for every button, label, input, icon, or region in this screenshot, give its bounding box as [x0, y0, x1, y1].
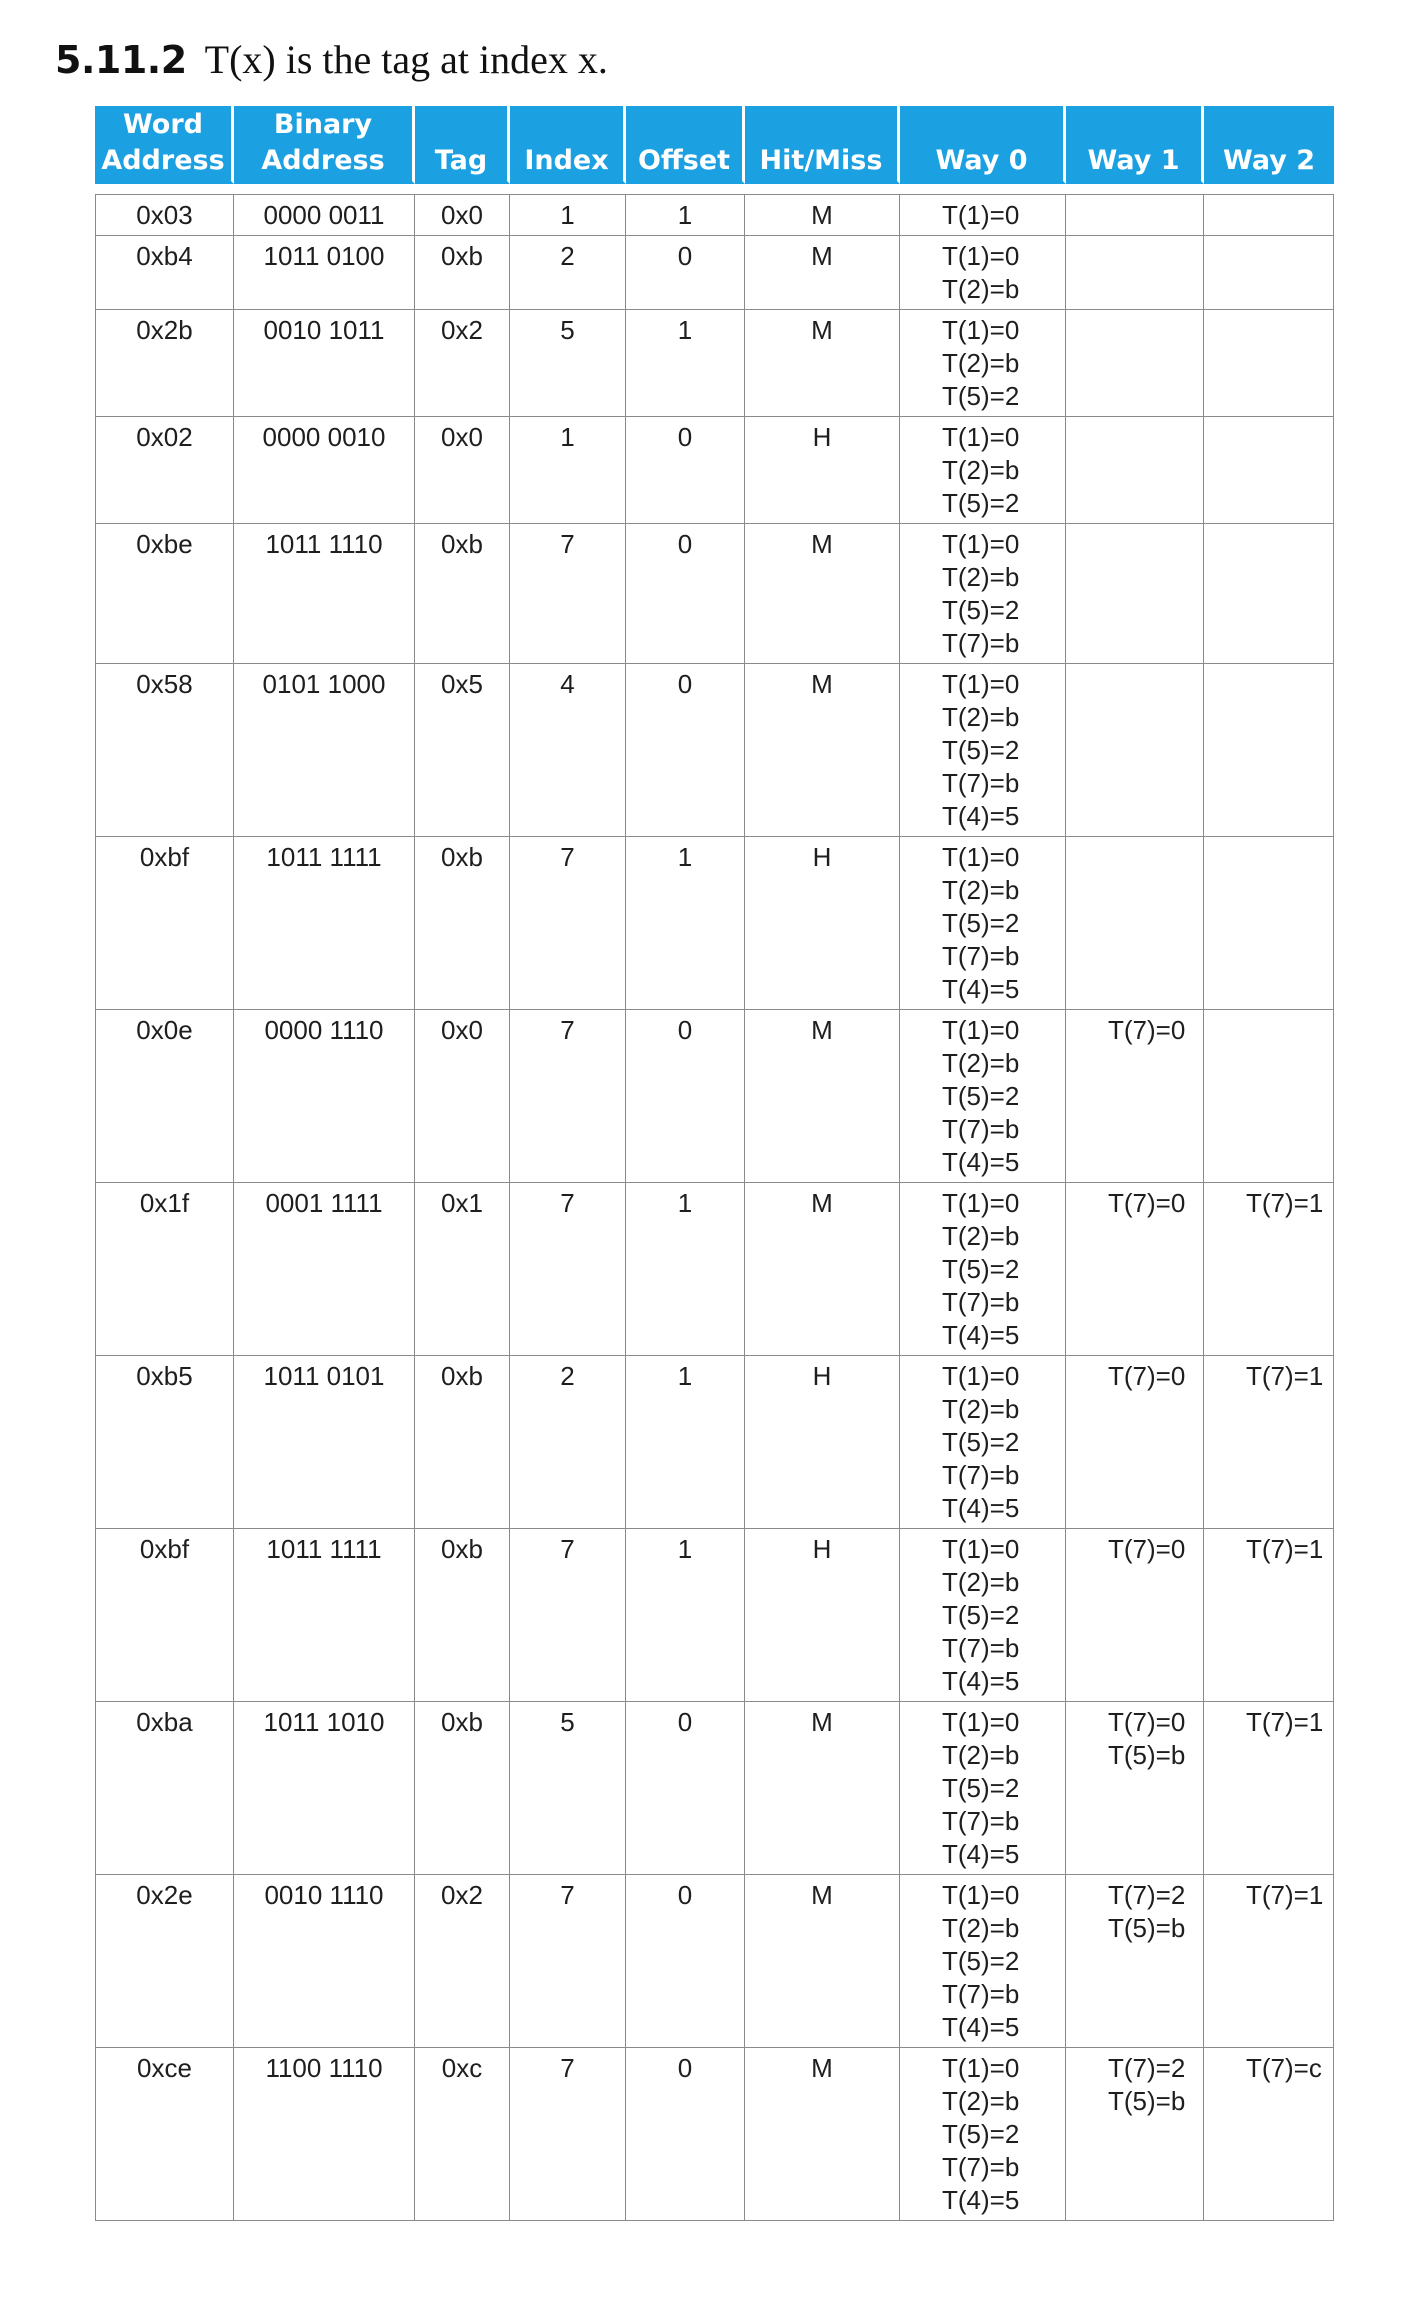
header-label-line: Index	[524, 145, 609, 176]
tag-entry: T(1)=0	[942, 1534, 1020, 1564]
index-cell: 1	[510, 417, 626, 524]
tag-entry: T(5)=2	[942, 1081, 1020, 1111]
hit-miss-cell: M	[745, 1702, 900, 1875]
table-header	[95, 106, 1334, 194]
offset-cell: 0	[626, 417, 745, 524]
binary-address-cell: 0000 1110	[234, 1010, 415, 1183]
header-way-1	[1066, 106, 1204, 184]
tag-entry: T(5)=2	[942, 1427, 1020, 1457]
table-row	[95, 837, 1334, 1010]
tag-entry: T(7)=b	[942, 1633, 1020, 1663]
hit-miss-cell: H	[745, 837, 900, 1010]
way-2-cell	[1204, 1702, 1334, 1875]
tag-cell: 0xb	[415, 524, 510, 664]
tag-entry: T(1)=0	[942, 241, 1020, 271]
tag-entry: T(2)=b	[942, 2086, 1020, 2116]
way-0-cell	[900, 837, 1066, 1010]
tag-entry: T(7)=b	[942, 1114, 1020, 1144]
tag-entry: T(2)=b	[942, 1221, 1020, 1251]
section-heading	[55, 30, 608, 90]
index-cell: 4	[510, 664, 626, 837]
word-address-cell: 0xbe	[95, 524, 234, 664]
way-1-cell	[1066, 1010, 1204, 1183]
header-label-line: Hit/Miss	[759, 145, 883, 176]
binary-address-cell: 1011 1111	[234, 837, 415, 1010]
tag-entry: T(1)=0	[942, 669, 1020, 699]
word-address-cell: 0xb4	[95, 236, 234, 310]
section-title: T(x) is the tag at index x.	[204, 37, 608, 82]
tag-entry: T(5)=2	[942, 488, 1020, 518]
word-address-cell: 0xbf	[95, 1529, 234, 1702]
way-1-cell	[1066, 310, 1204, 417]
tag-entry: T(7)=b	[942, 1460, 1020, 1490]
table-row	[95, 236, 1334, 310]
tag-entry: T(7)=1	[1246, 1707, 1324, 1737]
tag-cell: 0x1	[415, 1183, 510, 1356]
tag-entry: T(7)=b	[942, 2152, 1020, 2182]
index-cell: 7	[510, 1875, 626, 2048]
tag-cell: 0x2	[415, 310, 510, 417]
tag-entry: T(2)=b	[942, 1567, 1020, 1597]
binary-address-cell: 1011 1010	[234, 1702, 415, 1875]
table-row	[95, 1356, 1334, 1529]
way-2-cell	[1204, 417, 1334, 524]
tag-entry: T(1)=0	[942, 2053, 1020, 2083]
hit-miss-cell: H	[745, 1529, 900, 1702]
hit-miss-cell: H	[745, 417, 900, 524]
word-address-cell: 0x02	[95, 417, 234, 524]
tag-entry: T(2)=b	[942, 274, 1020, 304]
way-1-cell	[1066, 1702, 1204, 1875]
tag-entry: T(1)=0	[942, 529, 1020, 559]
binary-address-cell: 1100 1110	[234, 2048, 415, 2221]
header-label-line: Offset	[637, 145, 731, 176]
tag-cell: 0x5	[415, 664, 510, 837]
tag-cell: 0xb	[415, 236, 510, 310]
tag-entry: T(2)=b	[942, 702, 1020, 732]
hit-miss-cell: M	[745, 236, 900, 310]
offset-cell: 1	[626, 837, 745, 1010]
tag-entry: T(1)=0	[942, 1880, 1020, 1910]
way-0-cell	[900, 1529, 1066, 1702]
tag-entry: T(4)=5	[942, 1666, 1020, 1696]
index-cell: 1	[510, 194, 626, 236]
way-2-cell	[1204, 1875, 1334, 2048]
header-label-line: Address	[101, 145, 225, 176]
tag-entry: T(4)=5	[942, 801, 1020, 831]
offset-cell: 0	[626, 236, 745, 310]
offset-cell: 1	[626, 310, 745, 417]
binary-address-cell: 0000 0011	[234, 194, 415, 236]
way-0-cell	[900, 310, 1066, 417]
binary-address-cell: 0010 1110	[234, 1875, 415, 2048]
way-0-cell	[900, 524, 1066, 664]
tag-entry: T(4)=5	[942, 1320, 1020, 1350]
table-body	[95, 194, 1334, 2221]
tag-entry: T(5)=b	[1108, 1913, 1186, 1943]
way-1-cell	[1066, 2048, 1204, 2221]
table-row	[95, 310, 1334, 417]
way-1-cell	[1066, 1529, 1204, 1702]
word-address-cell: 0xb5	[95, 1356, 234, 1529]
way-2-cell	[1204, 524, 1334, 664]
table-row	[95, 524, 1334, 664]
binary-address-cell: 0101 1000	[234, 664, 415, 837]
way-1-cell	[1066, 837, 1204, 1010]
tag-entry: T(5)=2	[942, 1773, 1020, 1803]
tag-entry: T(2)=b	[942, 562, 1020, 592]
offset-cell: 1	[626, 1529, 745, 1702]
way-1-cell	[1066, 664, 1204, 837]
tag-entry: T(4)=5	[942, 2012, 1020, 2042]
tag-entry: T(7)=0	[1108, 1015, 1186, 1045]
hit-miss-cell: M	[745, 2048, 900, 2221]
way-0-cell	[900, 236, 1066, 310]
way-0-cell	[900, 1875, 1066, 2048]
offset-cell: 0	[626, 664, 745, 837]
tag-entry: T(1)=0	[942, 1361, 1020, 1391]
tag-entry: T(5)=2	[942, 735, 1020, 765]
index-cell: 2	[510, 236, 626, 310]
header-offset	[626, 106, 745, 184]
header-binary-address	[234, 106, 415, 184]
tag-entry: T(1)=0	[942, 200, 1020, 230]
way-2-cell	[1204, 194, 1334, 236]
header-tag	[415, 106, 510, 184]
way-0-cell	[900, 417, 1066, 524]
way-1-cell	[1066, 236, 1204, 310]
offset-cell: 0	[626, 1702, 745, 1875]
tag-entry: T(7)=2	[1108, 1880, 1186, 1910]
tag-entry: T(5)=2	[942, 381, 1020, 411]
tag-entry: T(7)=c	[1246, 2053, 1322, 2083]
tag-cell: 0xb	[415, 1356, 510, 1529]
tag-entry: T(7)=0	[1108, 1188, 1186, 1218]
tag-entry: T(5)=b	[1108, 2086, 1186, 2116]
hit-miss-cell: M	[745, 1010, 900, 1183]
header-word-address	[95, 106, 234, 184]
header-way-2	[1204, 106, 1334, 184]
table-row	[95, 194, 1334, 236]
tag-entry: T(2)=b	[942, 1394, 1020, 1424]
way-2-cell	[1204, 1010, 1334, 1183]
way-2-cell	[1204, 1529, 1334, 1702]
tag-entry: T(5)=2	[942, 2119, 1020, 2149]
tag-entry: T(2)=b	[942, 1048, 1020, 1078]
binary-address-cell: 0001 1111	[234, 1183, 415, 1356]
binary-address-cell: 0010 1011	[234, 310, 415, 417]
word-address-cell: 0x2e	[95, 1875, 234, 2048]
tag-entry: T(7)=1	[1246, 1880, 1324, 1910]
binary-address-cell: 0000 0010	[234, 417, 415, 524]
header-label-line: Word	[122, 109, 203, 140]
word-address-cell: 0x2b	[95, 310, 234, 417]
offset-cell: 1	[626, 1356, 745, 1529]
word-address-cell: 0x1f	[95, 1183, 234, 1356]
tag-cell: 0x0	[415, 417, 510, 524]
offset-cell: 0	[626, 2048, 745, 2221]
tag-cell: 0xb	[415, 1529, 510, 1702]
offset-cell: 1	[626, 194, 745, 236]
tag-entry: T(7)=b	[942, 1287, 1020, 1317]
header-row	[95, 106, 1334, 184]
section-number: 5.11.2	[55, 38, 187, 82]
table-row	[95, 2048, 1334, 2221]
index-cell: 7	[510, 524, 626, 664]
way-0-cell	[900, 194, 1066, 236]
tag-entry: T(5)=2	[942, 1600, 1020, 1630]
way-2-cell	[1204, 236, 1334, 310]
table-row	[95, 664, 1334, 837]
tag-entry: T(5)=2	[942, 595, 1020, 625]
tag-entry: T(7)=1	[1246, 1534, 1324, 1564]
tag-entry: T(5)=2	[942, 1946, 1020, 1976]
tag-entry: T(4)=5	[942, 974, 1020, 1004]
tag-entry: T(4)=5	[942, 2185, 1020, 2215]
tag-entry: T(7)=2	[1108, 2053, 1186, 2083]
hit-miss-cell: M	[745, 194, 900, 236]
tag-entry: T(4)=5	[942, 1493, 1020, 1523]
tag-entry: T(1)=0	[942, 1707, 1020, 1737]
table-row	[95, 417, 1334, 524]
header-hit-miss	[745, 106, 900, 184]
way-2-cell	[1204, 310, 1334, 417]
header-label-line: Way 2	[1223, 145, 1315, 176]
tag-entry: T(2)=b	[942, 348, 1020, 378]
binary-address-cell: 1011 0100	[234, 236, 415, 310]
tag-entry: T(7)=b	[942, 1979, 1020, 2009]
tag-entry: T(7)=b	[942, 768, 1020, 798]
table-row	[95, 1010, 1334, 1183]
way-0-cell	[900, 664, 1066, 837]
header-label-line: Way 0	[935, 145, 1028, 176]
tag-entry: T(4)=5	[942, 1147, 1020, 1177]
tag-entry: T(7)=b	[942, 941, 1020, 971]
tag-entry: T(2)=b	[942, 875, 1020, 905]
word-address-cell: 0xce	[95, 2048, 234, 2221]
way-2-cell	[1204, 2048, 1334, 2221]
header-label-line: Binary	[273, 109, 373, 140]
index-cell: 7	[510, 1183, 626, 1356]
binary-address-cell: 1011 1111	[234, 1529, 415, 1702]
index-cell: 7	[510, 1529, 626, 1702]
header-way-0	[900, 106, 1066, 184]
word-address-cell: 0xba	[95, 1702, 234, 1875]
tag-entry: T(1)=0	[942, 842, 1020, 872]
way-0-cell	[900, 1702, 1066, 1875]
tag-cell: 0xb	[415, 1702, 510, 1875]
table-row	[95, 1183, 1334, 1356]
tag-entry: T(1)=0	[942, 315, 1020, 345]
tag-entry: T(1)=0	[942, 422, 1020, 452]
way-2-cell	[1204, 1356, 1334, 1529]
way-1-cell	[1066, 1183, 1204, 1356]
tag-cell: 0x0	[415, 1010, 510, 1183]
word-address-cell: 0xbf	[95, 837, 234, 1010]
header-label-line: Address	[261, 145, 385, 176]
tag-entry: T(7)=0	[1108, 1707, 1186, 1737]
hit-miss-cell: M	[745, 664, 900, 837]
header-label-line: Tag	[434, 145, 488, 176]
table-row	[95, 1529, 1334, 1702]
way-0-cell	[900, 2048, 1066, 2221]
word-address-cell: 0x03	[95, 194, 234, 236]
hit-miss-cell: M	[745, 524, 900, 664]
binary-address-cell: 1011 1110	[234, 524, 415, 664]
tag-entry: T(5)=2	[942, 908, 1020, 938]
header-label-line: Way 1	[1087, 145, 1180, 176]
tag-entry: T(5)=2	[942, 1254, 1020, 1284]
index-cell: 2	[510, 1356, 626, 1529]
way-2-cell	[1204, 837, 1334, 1010]
word-address-cell: 0x58	[95, 664, 234, 837]
way-1-cell	[1066, 524, 1204, 664]
way-1-cell	[1066, 194, 1204, 236]
hit-miss-cell: H	[745, 1356, 900, 1529]
index-cell: 7	[510, 1010, 626, 1183]
table-row	[95, 1875, 1334, 2048]
hit-miss-cell: M	[745, 1183, 900, 1356]
offset-cell: 0	[626, 1875, 745, 2048]
offset-cell: 0	[626, 524, 745, 664]
tag-cell: 0x2	[415, 1875, 510, 2048]
tag-entry: T(2)=b	[942, 1913, 1020, 1943]
tag-entry: T(2)=b	[942, 455, 1020, 485]
header-index	[510, 106, 626, 184]
cache-trace-table	[95, 106, 1334, 2221]
way-0-cell	[900, 1183, 1066, 1356]
tag-entry: T(7)=1	[1246, 1188, 1324, 1218]
hit-miss-cell: M	[745, 310, 900, 417]
tag-entry: T(7)=b	[942, 628, 1020, 658]
header-gap	[95, 184, 1334, 194]
tag-entry: T(7)=0	[1108, 1534, 1186, 1564]
way-1-cell	[1066, 1356, 1204, 1529]
tag-entry: T(4)=5	[942, 1839, 1020, 1869]
offset-cell: 1	[626, 1183, 745, 1356]
way-0-cell	[900, 1010, 1066, 1183]
way-1-cell	[1066, 1875, 1204, 2048]
tag-cell: 0x0	[415, 194, 510, 236]
tag-cell: 0xc	[415, 2048, 510, 2221]
tag-entry: T(7)=b	[942, 1806, 1020, 1836]
index-cell: 7	[510, 2048, 626, 2221]
tag-entry: T(1)=0	[942, 1015, 1020, 1045]
hit-miss-cell: M	[745, 1875, 900, 2048]
word-address-cell: 0x0e	[95, 1010, 234, 1183]
binary-address-cell: 1011 0101	[234, 1356, 415, 1529]
way-2-cell	[1204, 664, 1334, 837]
tag-entry: T(7)=1	[1246, 1361, 1324, 1391]
index-cell: 5	[510, 310, 626, 417]
tag-entry: T(1)=0	[942, 1188, 1020, 1218]
way-0-cell	[900, 1356, 1066, 1529]
index-cell: 7	[510, 837, 626, 1010]
way-1-cell	[1066, 417, 1204, 524]
index-cell: 5	[510, 1702, 626, 1875]
offset-cell: 0	[626, 1010, 745, 1183]
way-2-cell	[1204, 1183, 1334, 1356]
table-row	[95, 1702, 1334, 1875]
tag-entry: T(2)=b	[942, 1740, 1020, 1770]
tag-entry: T(5)=b	[1108, 1740, 1186, 1770]
tag-entry: T(7)=0	[1108, 1361, 1186, 1391]
tag-cell: 0xb	[415, 837, 510, 1010]
